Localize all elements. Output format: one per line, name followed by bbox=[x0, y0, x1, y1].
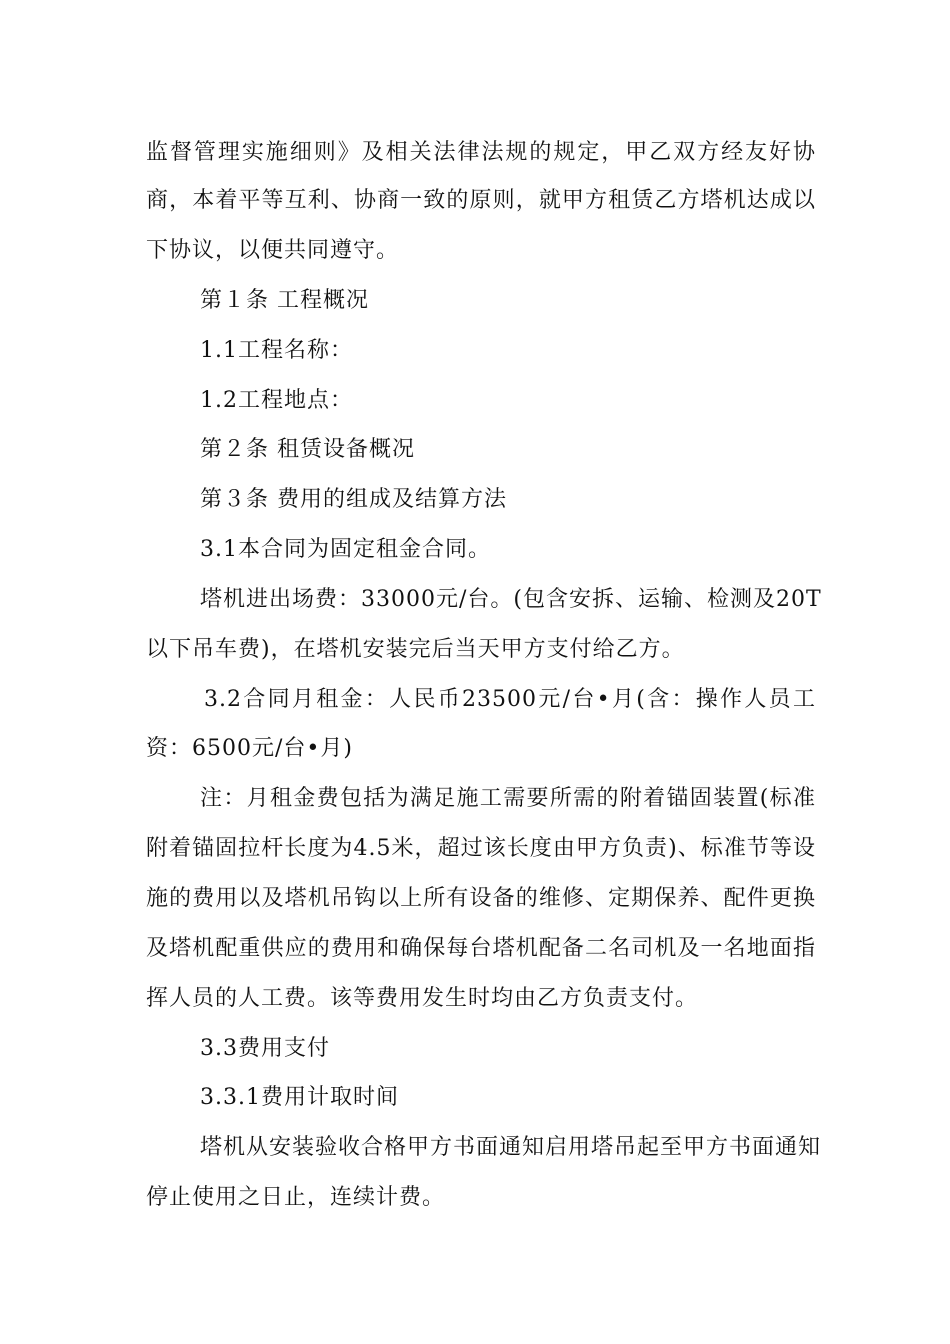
paragraph-line: 塔机从安装验收合格甲方书面通知启用塔吊起至甲方书面通知 bbox=[200, 1135, 822, 1160]
section-heading: 第１条 工程概况 bbox=[200, 288, 369, 313]
paragraph-line: 以下吊车费)，在塔机安装完后当天甲方支付给乙方。 bbox=[146, 637, 685, 662]
paragraph-line: 资：6500元/台•月) bbox=[146, 736, 353, 761]
paragraph-line: 挥人员的人工费。该等费用发生时均由乙方负责支付。 bbox=[146, 986, 699, 1011]
paragraph-line: 商，本着平等互利、协商一致的原则，就甲方租赁乙方塔机达成以 bbox=[146, 188, 816, 213]
section-heading: 第３条 费用的组成及结算方法 bbox=[200, 487, 507, 512]
paragraph-line: 下协议，以便共同遵守。 bbox=[146, 238, 400, 263]
paragraph-line: 1.2工程地点： bbox=[200, 388, 353, 413]
paragraph-line: 3.1本合同为固定租金合同。 bbox=[200, 537, 491, 562]
paragraph-line: 施的费用以及塔机吊钩以上所有设备的维修、定期保养、配件更换 bbox=[146, 886, 816, 911]
paragraph-line: 附着锚固拉杆长度为4.5米，超过该长度由甲方负责)、标准节等设 bbox=[146, 836, 816, 861]
paragraph-line: 塔机进出场费：33000元/台。(包含安拆、运输、检测及20T bbox=[200, 587, 822, 612]
section-heading: 3.3费用支付 bbox=[200, 1036, 330, 1061]
paragraph-line: 1.1工程名称： bbox=[200, 338, 353, 363]
paragraph-line: 3.2合同月租金：人民币23500元/台•月(含：操作人员工 bbox=[204, 687, 816, 712]
paragraph-line: 注：月租金费包括为满足施工需要所需的附着锚固装置(标准 bbox=[200, 786, 816, 811]
paragraph-line: 监督管理实施细则》及相关法律法规的规定，甲乙双方经友好协 bbox=[146, 140, 816, 165]
section-heading: 第２条 租赁设备概况 bbox=[200, 437, 415, 462]
section-heading: 3.3.1费用计取时间 bbox=[200, 1085, 399, 1110]
paragraph-line: 停止使用之日止，连续计费。 bbox=[146, 1185, 446, 1210]
paragraph-line: 及塔机配重供应的费用和确保每台塔机配备二名司机及一名地面指 bbox=[146, 936, 816, 961]
